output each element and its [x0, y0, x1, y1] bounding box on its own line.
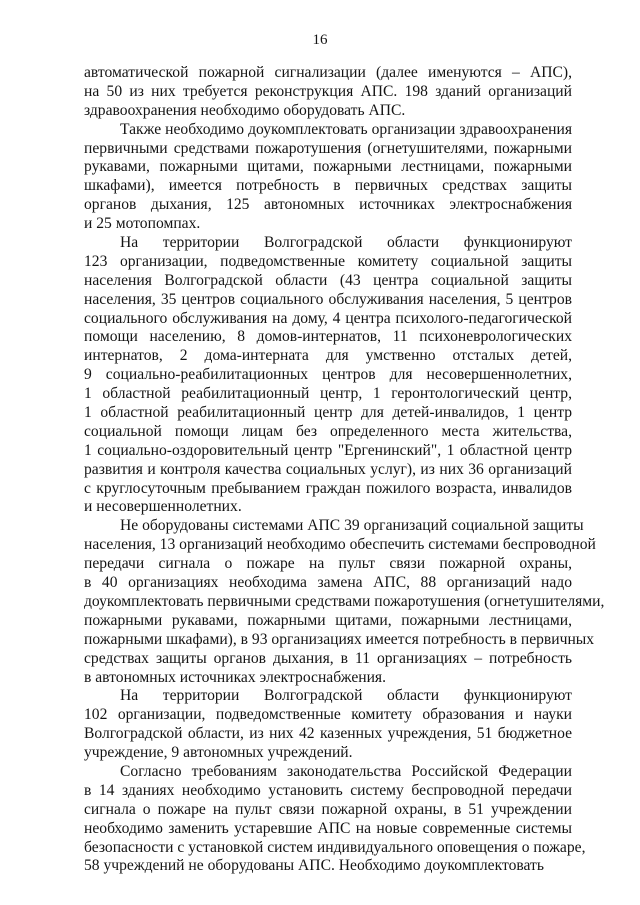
text-line: социального обслуживания на дому, 4 центра психолого-педагогической	[84, 309, 572, 327]
text-line: рукавами, пожарными щитами, пожарными лестницами, пожарными	[84, 158, 572, 176]
text-line: Также необходимо доукомплектовать организации здравоохранения	[120, 120, 572, 138]
text-line: необходимо заменить устаревшие АПС на новые современные системы	[84, 819, 572, 837]
document-body	[84, 64, 605, 876]
text-line: безопасности с установкой систем индивидуального оповещения о пожаре,	[84, 838, 586, 856]
text-line: сигнала о пожаре на пульт связи пожарной охраны, в 51 учреждении	[84, 800, 572, 818]
paragraph	[84, 121, 572, 234]
text-line: населения, 35 центров социального обслуживания населения, 5 центров	[84, 290, 572, 308]
text-line: помощи населению, 8 домов-интернатов, 11 психоневрологических	[84, 328, 572, 346]
text-line: 58 учреждений не оборудованы АПС. Необходимо доукомплектовать	[84, 857, 544, 875]
paragraph	[84, 234, 572, 517]
text-line: в 14 зданиях необходимо установить систему беспроводной передачи	[84, 781, 572, 799]
text-line: 123 организации, подведомственные комитету социальной защиты	[84, 252, 572, 270]
text-line: и 25 мотопомпах.	[84, 215, 201, 233]
text-line: доукомплектовать первичными средствами пожаротушения (огнетушителями,	[84, 592, 605, 610]
paragraph	[84, 64, 572, 121]
text-line: Не оборудованы системами АПС 39 организаций социальной защиты	[120, 517, 584, 535]
text-line: 9 социально-реабилитационных центров для несовершеннолетних,	[84, 366, 572, 384]
text-line: интернатов, 2 дома-интерната для умственно отсталых детей,	[84, 347, 572, 365]
text-line: учреждение, 9 автономных учреждений.	[84, 744, 353, 762]
text-line: передачи сигнала о пожаре на пульт связи пожарной охраны,	[84, 555, 572, 573]
paragraph	[84, 687, 572, 763]
text-line: пожарными рукавами, пожарными щитами, пожарными лестницами,	[84, 611, 572, 629]
text-line: 1 социально-оздоровительный центр "Ергенинский", 1 областной центр	[84, 441, 572, 459]
text-line: 102 организации, подведомственные комитету образования и науки	[84, 706, 572, 724]
paragraph	[84, 762, 586, 876]
text-line: 1 областной реабилитационный центр, 1 геронтологический центр,	[84, 385, 572, 403]
text-line: автоматической пожарной сигнализации (далее именуются – АПС),	[84, 64, 572, 81]
text-line: шкафами), имеется потребность в первичных средствах защиты	[84, 177, 572, 195]
text-line: первичными средствами пожаротушения (огнетушителями, пожарными	[84, 139, 572, 157]
text-line: 1 областной реабилитационный центр для детей-инвалидов, 1 центр	[84, 404, 572, 422]
text-line: развития и контроля качества социальных услуг), из них 36 организаций	[84, 460, 572, 478]
text-line: органов дыхания, 125 автономных источниках электроснабжения	[84, 196, 572, 214]
text-line: здравоохранения необходимо оборудовать АПС.	[84, 101, 406, 119]
text-line: Согласно требованиям законодательства Российской Федерации	[120, 762, 572, 780]
text-line: Волгоградской области, из них 42 казенных учреждения, 51 бюджетное	[84, 725, 572, 743]
text-line: на 50 из них требуется реконструкция АПС. 198 зданий организаций	[84, 82, 572, 100]
text-line: в автономных источниках электроснабжения.	[84, 668, 387, 686]
text-line: пожарными шкафами), в 93 организациях имеется потребность в первичных	[84, 630, 595, 648]
text-line: населения Волгоградской области (43 центра социальной защиты	[84, 271, 572, 289]
text-line: средствах защиты органов дыхания, в 11 организациях – потребность	[84, 649, 572, 667]
text-line: в 40 организациях необходима замена АПС, 88 организаций надо	[84, 574, 572, 592]
paragraph	[84, 517, 605, 687]
text-line: социальной помощи лицам без определенного места жительства,	[84, 422, 572, 440]
text-line: На территории Волгоградской области функционируют	[120, 234, 572, 252]
text-line: населения, 13 организаций необходимо обеспечить системами беспроводной	[84, 536, 596, 554]
text-line: и несовершеннолетних.	[84, 498, 242, 516]
text-line: На территории Волгоградской области функционируют	[120, 687, 572, 705]
page-number: 16	[312, 32, 328, 48]
text-line: с круглосуточным пребыванием граждан пожилого возраста, инвалидов	[84, 479, 572, 497]
